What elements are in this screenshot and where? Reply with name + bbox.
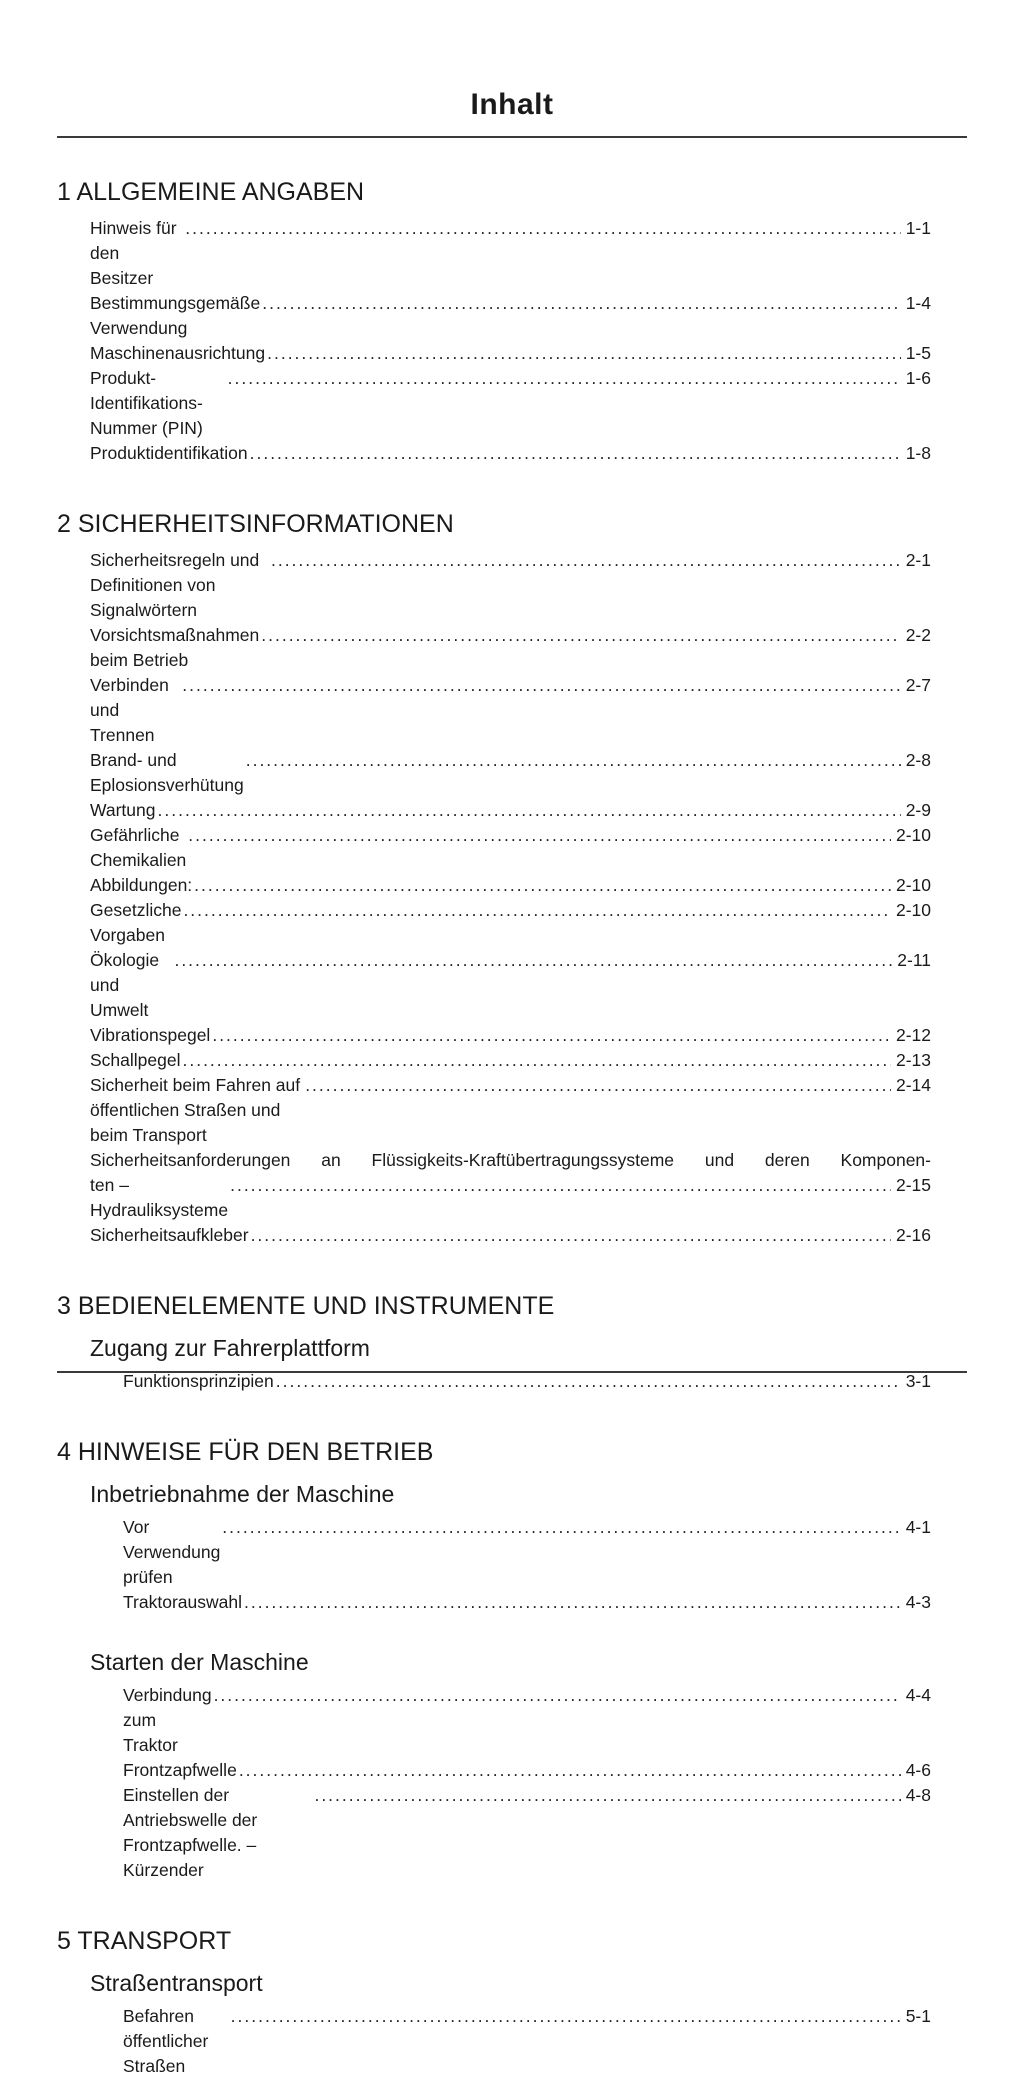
entry-page-number: 4-1 — [905, 1517, 931, 1537]
entry-label: Sicherheit beim Fahren auf öffentlichen Straßen und beim Transport — [90, 1075, 301, 1145]
leader-dots — [212, 1023, 891, 1048]
section-heading: 2 SICHERHEITSINFORMATIONEN — [57, 510, 454, 538]
entry-label: Verbinden und Trennen — [90, 675, 169, 745]
toc-group — [57, 216, 967, 466]
toc-entry — [90, 823, 931, 873]
entry-label: Verbindung zum Traktor — [123, 1685, 212, 1755]
entry-page-number: 2-7 — [905, 675, 931, 695]
toc-entry — [123, 1515, 931, 1590]
toc-group — [57, 1649, 967, 1883]
toc-entry — [90, 798, 931, 823]
toc-entry — [123, 1758, 931, 1783]
entry-list — [123, 1515, 931, 1615]
toc-section — [57, 1292, 967, 1394]
title-divider — [57, 136, 967, 138]
toc-entry — [90, 948, 931, 1023]
leader-dots — [185, 216, 900, 241]
leader-dots — [262, 291, 900, 316]
entry-page-number: 2-13 — [895, 1050, 931, 1070]
footer-divider — [57, 1371, 967, 1373]
entry-page-number: 2-10 — [895, 875, 931, 895]
toc-section — [57, 510, 967, 1248]
leader-dots — [261, 623, 900, 648]
leader-dots — [182, 1048, 890, 1073]
toc-entry — [90, 748, 931, 798]
entry-label: Ökologie und Umwelt — [90, 950, 160, 1020]
leader-dots — [231, 2004, 901, 2029]
page-title: Inhalt — [470, 88, 554, 121]
leader-dots — [158, 798, 901, 823]
entry-page-number: 3-1 — [905, 1371, 931, 1391]
toc-entry — [90, 216, 931, 291]
entry-label: Funktionsprinzipien — [123, 1371, 274, 1391]
leader-dots — [194, 873, 891, 898]
leader-dots — [230, 1173, 891, 1198]
toc-entry — [123, 1683, 931, 1758]
entry-page-number: 1-4 — [905, 293, 931, 313]
entry-page-number: 2-10 — [895, 900, 931, 920]
leader-dots — [174, 948, 892, 973]
toc-entry — [90, 1073, 931, 1148]
entry-list — [90, 548, 931, 1248]
leader-dots — [314, 1783, 900, 1808]
toc-entry — [90, 441, 931, 466]
entry-page-number: 2-14 — [895, 1075, 931, 1095]
entry-page-number: 2-16 — [895, 1225, 931, 1245]
toc-group — [57, 1481, 967, 1615]
toc-entry — [123, 1590, 931, 1615]
entry-list — [123, 1683, 931, 1883]
entry-label: Brand- und Eplosionsverhütung — [90, 750, 244, 795]
section-heading: 5 TRANSPORT — [57, 1927, 232, 1955]
toc-entry — [123, 1783, 931, 1883]
leader-dots — [214, 1683, 901, 1708]
entry-page-number: 1-8 — [905, 443, 931, 463]
toc-group — [57, 1970, 967, 2079]
leader-dots — [271, 548, 901, 573]
entry-label: Abbildungen: — [90, 875, 193, 895]
entry-page-number: 4-3 — [905, 1592, 931, 1612]
section-heading: 3 BEDIENELEMENTE UND INSTRUMENTE — [57, 1292, 555, 1320]
subsection-heading: Straßentransport — [90, 1970, 263, 1996]
leader-dots — [188, 823, 891, 848]
leader-dots — [250, 441, 901, 466]
leader-dots — [222, 1515, 900, 1540]
entry-page-number: 4-4 — [905, 1685, 931, 1705]
leader-dots — [251, 1223, 891, 1248]
entry-label: Schallpegel — [90, 1050, 181, 1070]
leader-dots — [305, 1073, 891, 1098]
leader-dots — [246, 748, 901, 773]
entry-label: ten – Hydrauliksysteme — [90, 1175, 229, 1220]
entry-label: Vorsichtsmaßnahmen beim Betrieb — [90, 625, 260, 670]
entry-label: Bestimmungsgemäße Verwendung — [90, 293, 261, 338]
section-heading: 4 HINWEISE FÜR DEN BETRIEB — [57, 1438, 434, 1466]
entry-label: Vor Verwendung prüfen — [123, 1517, 221, 1587]
entry-label: Maschinenausrichtung — [90, 343, 266, 363]
entry-list — [90, 216, 931, 466]
toc-entry — [90, 898, 931, 948]
entry-label: Einstellen der Antriebswelle der Frontzapfwelle. – Kürzender — [123, 1785, 258, 1880]
entry-label: Frontzapfwelle — [123, 1760, 237, 1780]
leader-dots — [267, 341, 901, 366]
toc-entry — [123, 2004, 931, 2079]
entry-label: Hinweis für den Besitzer — [90, 218, 177, 288]
entry-label: Sicherheitsregeln und Definitionen von Signalwörtern — [90, 550, 260, 620]
subsection-heading: Starten der Maschine — [90, 1649, 309, 1675]
toc-sections — [57, 178, 967, 2079]
entry-page-number: 2-8 — [905, 750, 931, 770]
entry-page-number: 2-9 — [905, 800, 931, 820]
subsection-heading: Zugang zur Fahrerplattform — [90, 1335, 370, 1361]
toc-entry — [90, 1173, 931, 1223]
toc-entry — [90, 1023, 931, 1048]
toc-group — [57, 1335, 967, 1394]
toc-entry — [90, 291, 931, 341]
entry-label: Vibrationspegel — [90, 1025, 211, 1045]
toc-entry — [90, 1048, 931, 1073]
entry-label: Produkt-Identifikations-Nummer (PIN) — [90, 368, 203, 438]
entry-label: Produktidentifikation — [90, 443, 248, 463]
entry-page-number: 2-10 — [895, 825, 931, 845]
toc-entry — [90, 1148, 931, 1223]
entry-page-number: 2-2 — [905, 625, 931, 645]
leader-dots — [183, 898, 891, 923]
entry-page-number: 1-1 — [905, 218, 931, 238]
toc-group — [57, 548, 967, 1248]
entry-page-number: 4-6 — [905, 1760, 931, 1780]
leader-dots — [228, 366, 901, 391]
entry-page-number: 2-12 — [895, 1025, 931, 1045]
toc-entry — [90, 366, 931, 441]
entry-label: Gesetzliche Vorgaben — [90, 900, 182, 945]
toc-entry — [90, 548, 931, 623]
leader-dots — [244, 1590, 901, 1615]
entry-list — [123, 2004, 931, 2079]
toc-entry — [90, 623, 931, 673]
entry-page-number: 5-1 — [905, 2006, 931, 2026]
toc-entry — [90, 673, 931, 748]
toc-entry — [90, 873, 931, 898]
entry-page-number: 2-15 — [895, 1175, 931, 1195]
entry-page-number: 2-1 — [905, 550, 931, 570]
entry-page-number: 1-5 — [905, 343, 931, 363]
leader-dots — [182, 673, 900, 698]
toc-section — [57, 178, 967, 466]
entry-page-number: 1-6 — [905, 368, 931, 388]
entry-page-number: 2-11 — [897, 950, 931, 970]
toc-entry — [90, 1223, 931, 1248]
toc-section — [57, 1927, 967, 2079]
entry-label: Wartung — [90, 800, 156, 820]
leader-dots — [239, 1758, 901, 1783]
entry-label: Befahren öffentlicher Straßen — [123, 2006, 209, 2076]
entry-label: Sicherheitsaufkleber — [90, 1225, 249, 1245]
entry-page-number: 4-8 — [905, 1785, 931, 1805]
entry-label: Traktorauswahl — [123, 1592, 242, 1612]
toc-entry — [90, 341, 931, 366]
entry-label: Sicherheitsanforderungen an Flüssigkeits-Kraftübertragungssysteme und deren Komponen- — [90, 1150, 931, 1170]
subsection-heading: Inbetriebnahme der Maschine — [90, 1481, 395, 1507]
section-heading: 1 ALLGEMEINE ANGABEN — [57, 178, 365, 206]
entry-label: Gefährliche Chemikalien — [90, 825, 187, 870]
toc-section — [57, 1438, 967, 1883]
